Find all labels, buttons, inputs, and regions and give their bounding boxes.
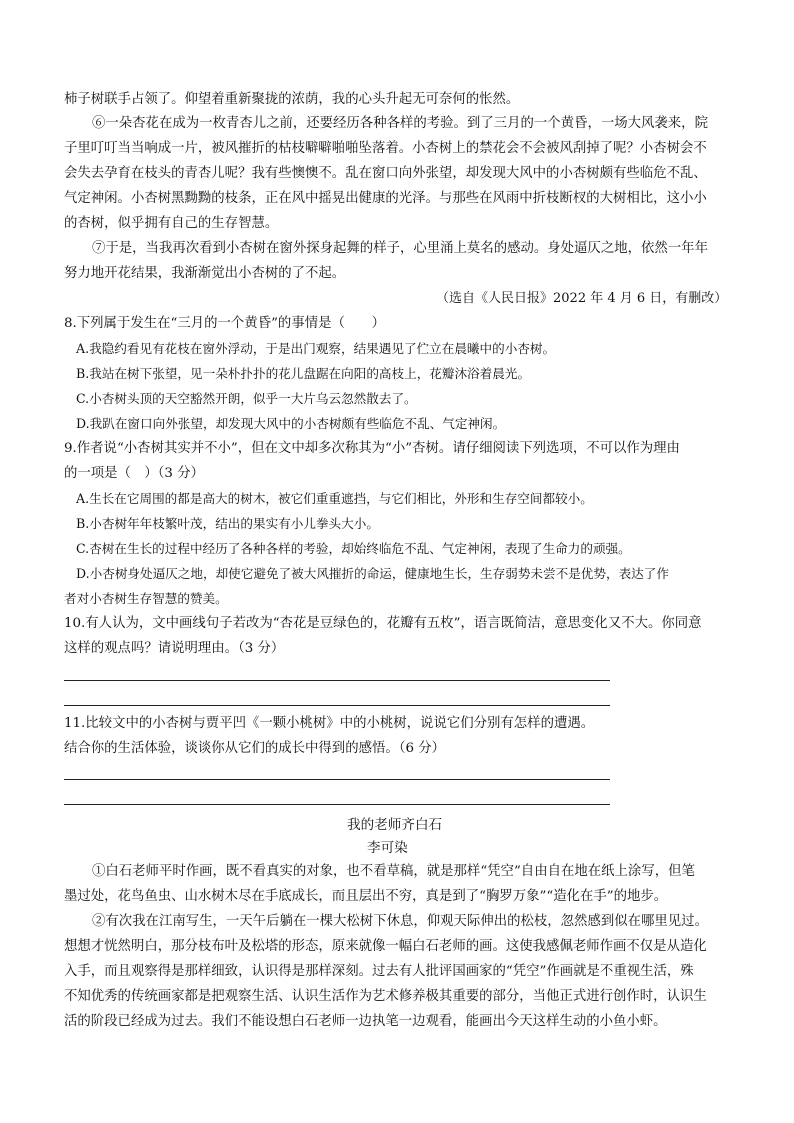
paragraph-6-line-1: ⑥一朵杏花在成为一枚青杏儿之前，还要经历各种各样的考验。到了三月的一个黄昏，一场大风袭来，院 bbox=[92, 116, 708, 131]
question-9-stem-line-1: 9.作者说“小杏树其实并不小”，但在文中却多次称其为“小”杏树。请仔细阅读下列选项，不可以作为理由 bbox=[64, 441, 680, 456]
answer-line bbox=[64, 779, 610, 780]
paragraph-7-line-1: ⑦于是，当我再次看到小杏树在窗外探身起舞的样子，心里涌上莫名的感动。身处逼仄之地，依然一年年 bbox=[92, 241, 708, 256]
article-2-paragraph-2-line-5: 活的阶段已经成为过去。我们不能设想白石老师一边执笔一边观看，能画出今天这样生动的小鱼小虾。 bbox=[64, 1014, 667, 1029]
article-2-author: 李可染 bbox=[367, 840, 408, 856]
question-9-option-b: B.小杏树年年枝繁叶茂，结出的果实有小儿拳头大小。 bbox=[76, 516, 379, 531]
question-9-option-d-line-1: D.小杏树身处逼仄之地，却使它避免了被大风摧折的命运，健康地生长，生存弱势未尝不是优势，表达了作 bbox=[76, 566, 669, 581]
article-source: （选自《人民日报》2022 年 4 月 6 日，有删改） bbox=[436, 291, 728, 306]
question-8-option-d: D.我趴在窗口向外张望，却发现大风中的小杏树颇有些临危不乱、气定神闲。 bbox=[76, 416, 506, 431]
paragraph-5-tail: 柿子树联手占领了。仰望着重新聚拢的浓荫，我的心头升起无可奈何的怅然。 bbox=[64, 92, 520, 107]
question-9-option-a: A.生长在它周围的都是高大的树木，被它们重重遮挡，与它们相比，外形和生存空间都较小。 bbox=[76, 491, 593, 506]
paragraph-6-line-3: 会失去孕育在枝头的青杏儿呢？我有些懊懊不。乱在窗口向外张望，却发现大风中的小杏树颇有些临危不乱、 bbox=[64, 166, 707, 181]
question-9-stem-line-2: 的一项是（ ）（3 分） bbox=[64, 466, 204, 481]
question-8-option-a: A.我隐约看见有花枝在窗外浮动，于是出门观察，结果遇见了伫立在晨曦中的小杏树。 bbox=[76, 341, 556, 356]
paragraph-7-line-2: 努力地开花结果，我渐渐觉出小杏树的了不起。 bbox=[64, 266, 346, 281]
article-2-title: 我的老师齐白石 bbox=[347, 817, 443, 833]
question-9-option-c: C.杏树在生长的过程中经历了各种各样的考验，却始终临危不乱、气定神闲，表现了生命力的顽强。 bbox=[76, 541, 631, 556]
article-2-paragraph-2-line-1: ②有次我在江南写生，一天午后躺在一棵大松树下休息，仰观天际伸出的松枝，忽然感到似在哪里见过。 bbox=[92, 914, 708, 929]
question-8-option-c: C.小杏树头顶的天空豁然开朗，似乎一大片乌云忽然散去了。 bbox=[76, 391, 417, 406]
article-2-paragraph-2-line-3: 入手，而且观察得是那样细致，认识得是那样深刻。过去有人批评国画家的“凭空”作画就是不重视生活，殊 bbox=[64, 964, 694, 979]
answer-line bbox=[64, 680, 610, 681]
question-11-stem-line-1: 11.比较文中的小杏树与贾平凹《一颗小桃树》中的小桃树，说说它们分别有怎样的遭遇。 bbox=[64, 716, 595, 731]
article-2-paragraph-1-line-1: ①白石老师平时作画，既不看真实的对象，也不看草稿，就是那样“凭空”自由自在地在纸上涂写，但笔 bbox=[92, 864, 695, 879]
answer-line bbox=[64, 705, 610, 706]
article-2-paragraph-1-line-2: 墨过处，花鸟鱼虫、山水树木尽在手底成长，而且层出不穷，真是到了“胸罗万象”“造化在手”的地步。 bbox=[64, 889, 668, 904]
question-9-option-d-line-2: 者对小杏树生存智慧的赞美。 bbox=[64, 591, 228, 606]
article-2-paragraph-2-line-2: 想想才恍然明白，那分枝布叶及松塔的形态，原来就像一幅白石老师的画。这使我感佩老师作画不仅是从造化 bbox=[64, 939, 707, 954]
paragraph-6-line-4: 气定神闲。小杏树黑黝黝的枝条，正在风中摇晃出健康的光泽。与那些在风雨中折枝断杈的大树相比，这小小 bbox=[64, 191, 707, 206]
question-11-stem-line-2: 结合你的生活体验，谈谈你从它们的成长中得到的感悟。（6 分） bbox=[64, 741, 446, 756]
question-8-stem: 8.下列属于发生在“三月的一个黄昏”的事情是（ ） bbox=[64, 316, 386, 331]
answer-line bbox=[64, 804, 610, 805]
paragraph-6-line-2: 子里叮叮当当响成一片，被风摧折的枯枝噼噼啪啪坠落着。小杏树上的禁花会不会被风刮掉了呢？小杏树会不 bbox=[64, 141, 707, 156]
question-10-stem-line-2: 这样的观点吗？请说明理由。（3 分） bbox=[64, 641, 285, 656]
question-10-stem-line-1: 10.有人认为，文中画线句子若改为“杏花是豆绿色的，花瓣有五枚”，语言既简洁，意思变化又不大。你同意 bbox=[64, 616, 702, 631]
paragraph-6-line-5: 的杏树，似乎拥有自己的生存智慧。 bbox=[64, 216, 279, 231]
article-2-paragraph-2-line-4: 不知优秀的传统画家都是把观察生活、认识生活作为艺术修养极其重要的部分，当他正式进行创作时，认识生 bbox=[64, 989, 707, 1004]
question-8-option-b: B.我站在树下张望，见一朵朴扑扑的花儿盘踞在向阳的高枝上，花瓣沐浴着晨光。 bbox=[76, 366, 531, 381]
